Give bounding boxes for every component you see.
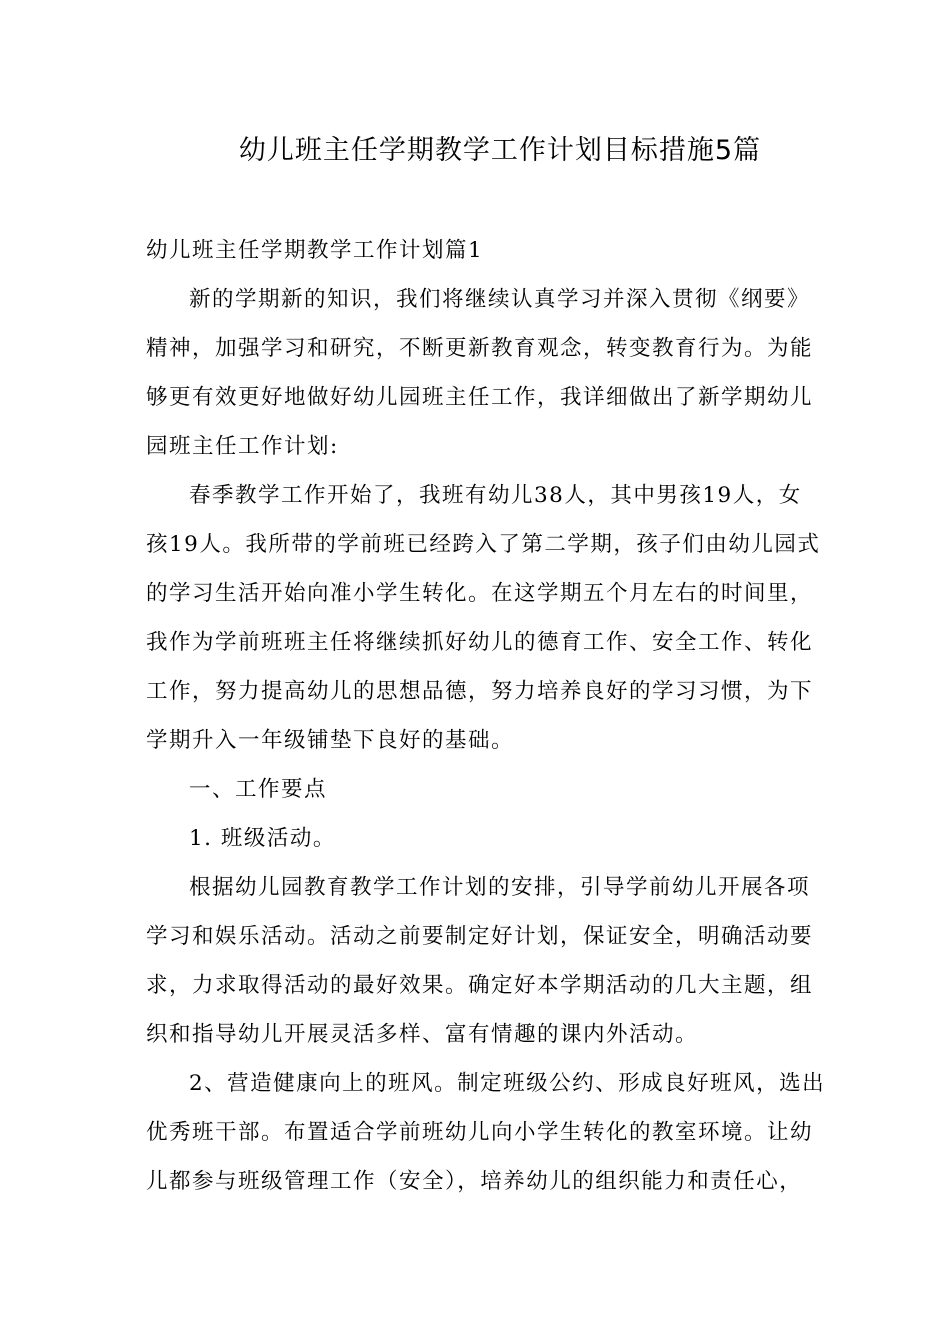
subheading-work-points: 一、工作要点 — [189, 777, 328, 802]
subheading-class-activities: 1. 班级活动。 — [189, 826, 336, 851]
section-heading: 幼儿班主任学期教学工作计划篇1 — [146, 238, 484, 263]
text-line: 的学习生活开始向准小学生转化。在这学期五个月左右的时间里， — [146, 581, 814, 606]
text-line: 我作为学前班班主任将继续抓好幼儿的德育工作、安全工作、转化 — [146, 630, 814, 655]
text-line: 工作，努力提高幼儿的思想品德，努力培养良好的学习习惯，为下 — [146, 679, 814, 704]
text-line: 新的学期新的知识，我们将继续认真学习并深入贯彻《纲要》 — [189, 287, 811, 312]
text-line: 求，力求取得活动的最好效果。确定好本学期活动的几大主题，组 — [146, 973, 814, 998]
text-line: 织和指导幼儿开展灵活多样、富有情趣的课内外活动。 — [146, 1022, 699, 1047]
paragraph-activities — [146, 863, 814, 1059]
document-body — [146, 226, 826, 1206]
text-line: 根据幼儿园教育教学工作计划的安排，引导学前幼儿开展各项 — [189, 875, 811, 900]
text-line: 够更有效更好地做好幼儿园班主任工作，我详细做出了新学期幼儿 — [146, 385, 814, 410]
paragraph-class-spirit — [146, 1059, 826, 1206]
paragraph-class-overview — [146, 471, 821, 765]
text-line: 2、营造健康向上的班风。制定班级公约、形成良好班风，选出 — [189, 1071, 826, 1096]
text-line: 孩19人。我所带的学前班已经跨入了第二学期，孩子们由幼儿园式 — [146, 532, 821, 557]
document-title: 幼儿班主任学期教学工作计划目标措施5篇 — [238, 135, 762, 166]
text-line: 园班主任工作计划: — [146, 434, 339, 459]
paragraph-intro — [146, 275, 814, 471]
text-line: 学期升入一年级铺垫下良好的基础。 — [146, 728, 515, 753]
text-line: 学习和娱乐活动。活动之前要制定好计划，保证安全，明确活动要 — [146, 924, 814, 949]
text-line: 春季教学工作开始了，我班有幼儿38人，其中男孩19人，女 — [189, 483, 802, 508]
text-line: 优秀班干部。布置适合学前班幼儿向小学生转化的教室环境。让幼 — [146, 1120, 814, 1145]
text-line: 儿都参与班级管理工作（安全），培养幼儿的组织能力和责任心， — [146, 1169, 803, 1194]
text-line: 精神，加强学习和研究，不断更新教育观念，转变教育行为。为能 — [146, 336, 814, 361]
